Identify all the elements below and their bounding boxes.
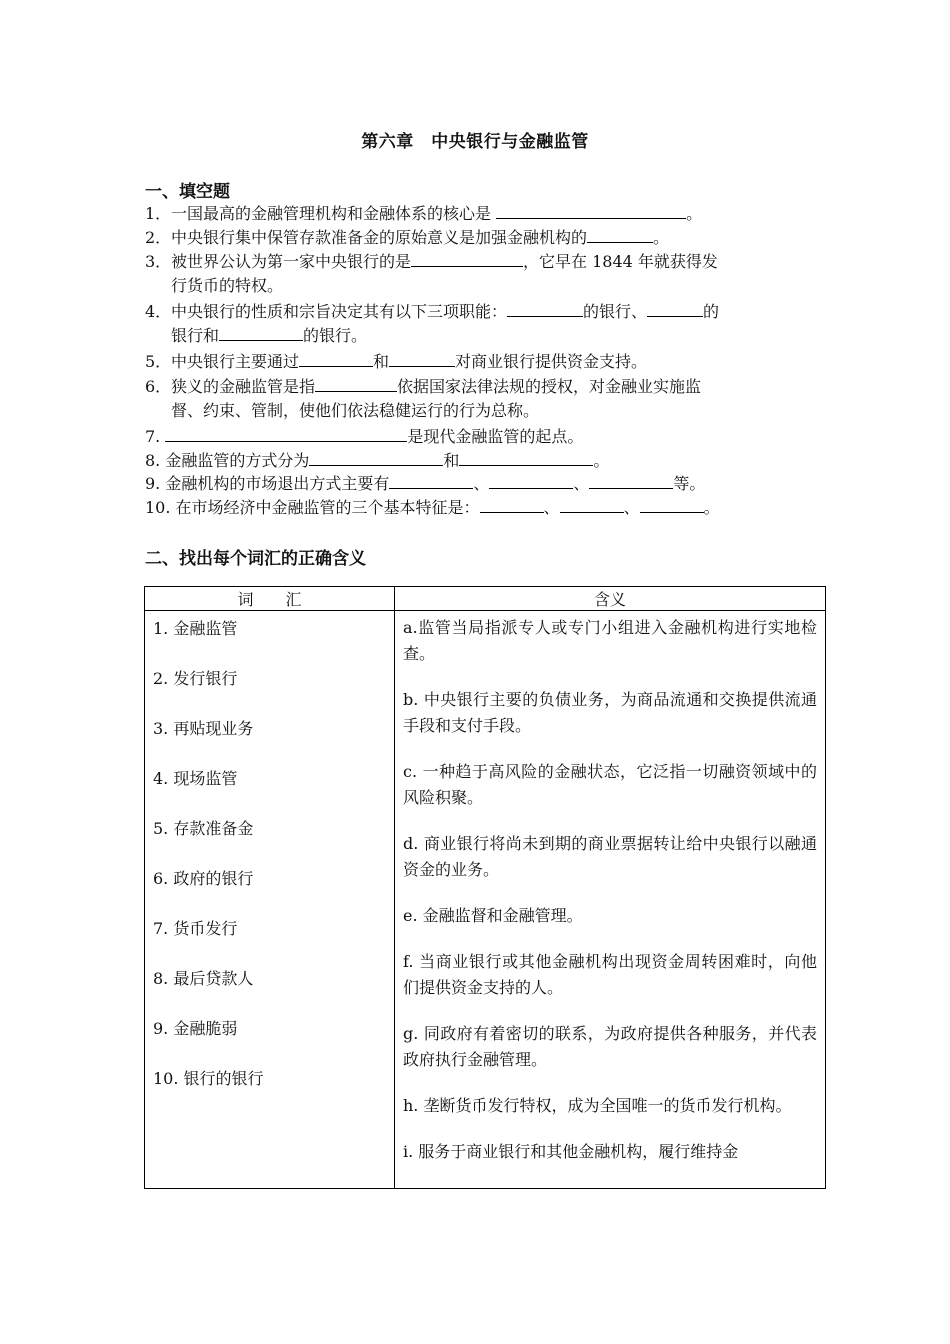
term-item: 6. 政府的银行 (153, 869, 254, 888)
answer-blank[interactable] (496, 202, 686, 219)
answer-blank[interactable] (640, 496, 704, 513)
answer-blank[interactable] (165, 425, 407, 442)
question-3: 3．被世界公认为第一家中央银行的是 ，它早在 1844 年就获得发 行货币的特权。 (145, 252, 718, 295)
answer-blank[interactable] (389, 350, 455, 367)
answer-blank[interactable] (389, 472, 473, 489)
question-8: 8. 金融监管的方式分为 和 。 (145, 451, 610, 470)
question-10: 10. 在市场经济中金融监管的三个基本特征是： 、 、 。 (145, 498, 720, 517)
definition-item: b. 中央银行主要的负债业务，为商品流通和交换提供流通手段和支付手段。 (403, 690, 817, 735)
term-item: 8. 最后贷款人 (153, 969, 254, 988)
definition-item: f. 当商业银行或其他金融机构出现资金周转困难时，向他们提供资金支持的人。 (403, 952, 817, 997)
section-heading-matching: 二、找出每个词汇的正确含义 (145, 549, 366, 569)
page-title: 第六章 中央银行与金融监管 (361, 132, 589, 152)
definition-item: i. 服务于商业银行和其他金融机构，履行维持金 (403, 1142, 739, 1161)
answer-blank[interactable] (589, 472, 673, 489)
definitions-cell (395, 611, 826, 1189)
answer-blank[interactable] (560, 496, 624, 513)
term-item: 3. 再贴现业务 (153, 719, 254, 738)
matching-table (144, 586, 826, 1189)
section-heading-fill-in: 一、填空题 (145, 182, 230, 202)
term-item: 5. 存款准备金 (153, 819, 254, 838)
definition-item: e. 金融监督和金融管理。 (403, 906, 583, 925)
question-5: 5．中央银行主要通过 和 对商业银行提供资金支持。 (145, 352, 648, 371)
definition-item: g. 同政府有着密切的联系，为政府提供各种服务，并代表政府执行金融管理。 (403, 1024, 817, 1069)
term-item: 2. 发行银行 (153, 669, 238, 688)
term-item: 9. 金融脆弱 (153, 1019, 238, 1038)
answer-blank[interactable] (459, 449, 593, 466)
definition-item: h. 垄断货币发行特权，成为全国唯一的货币发行机构。 (403, 1096, 792, 1115)
term-item: 1. 金融监管 (153, 619, 238, 638)
question-6: 6．狭义的金融监管是指 依据国家法律法规的授权，对金融业实施监 督、约束、管制，使他们依法稳健运行的行为总称。 (145, 377, 702, 420)
answer-blank[interactable] (587, 226, 653, 243)
question-9: 9. 金融机构的市场退出方式主要有 、 、 等。 (145, 474, 706, 493)
term-item: 4. 现场监管 (153, 769, 238, 788)
definition-item: c. 一种趋于高风险的金融状态，它泛指一切融资领域中的风险积聚。 (403, 762, 817, 807)
answer-blank[interactable] (315, 375, 397, 392)
answer-blank[interactable] (299, 350, 373, 367)
answer-blank[interactable] (507, 300, 583, 317)
question-2: 2．中央银行集中保管存款准备金的原始意义是加强金融机构的 。 (145, 228, 670, 247)
answer-blank[interactable] (411, 250, 523, 267)
question-1: 1．一国最高的金融管理机构和金融体系的核心是 。 (145, 204, 703, 223)
answer-blank[interactable] (647, 300, 703, 317)
answer-blank[interactable] (480, 496, 544, 513)
answer-blank[interactable] (489, 472, 573, 489)
definition-item: d. 商业银行将尚未到期的商业票据转让给中央银行以融通资金的业务。 (403, 834, 817, 879)
term-item: 10. 银行的银行 (153, 1069, 264, 1088)
answer-blank[interactable] (309, 449, 443, 466)
question-7: 7. 是现代金融监管的起点。 (145, 427, 584, 446)
header-terms: 词 汇 (145, 587, 395, 611)
term-item: 7. 货币发行 (153, 919, 238, 938)
question-4: 4．中央银行的性质和宗旨决定其有以下三项职能： 的银行、 的 银行和 的银行。 (145, 302, 720, 345)
header-meaning: 含义 (395, 587, 826, 611)
answer-blank[interactable] (219, 324, 303, 341)
terms-cell (145, 611, 395, 1189)
definition-item: a.监管当局指派专人或专门小组进入金融机构进行实地检查。 (403, 618, 817, 663)
